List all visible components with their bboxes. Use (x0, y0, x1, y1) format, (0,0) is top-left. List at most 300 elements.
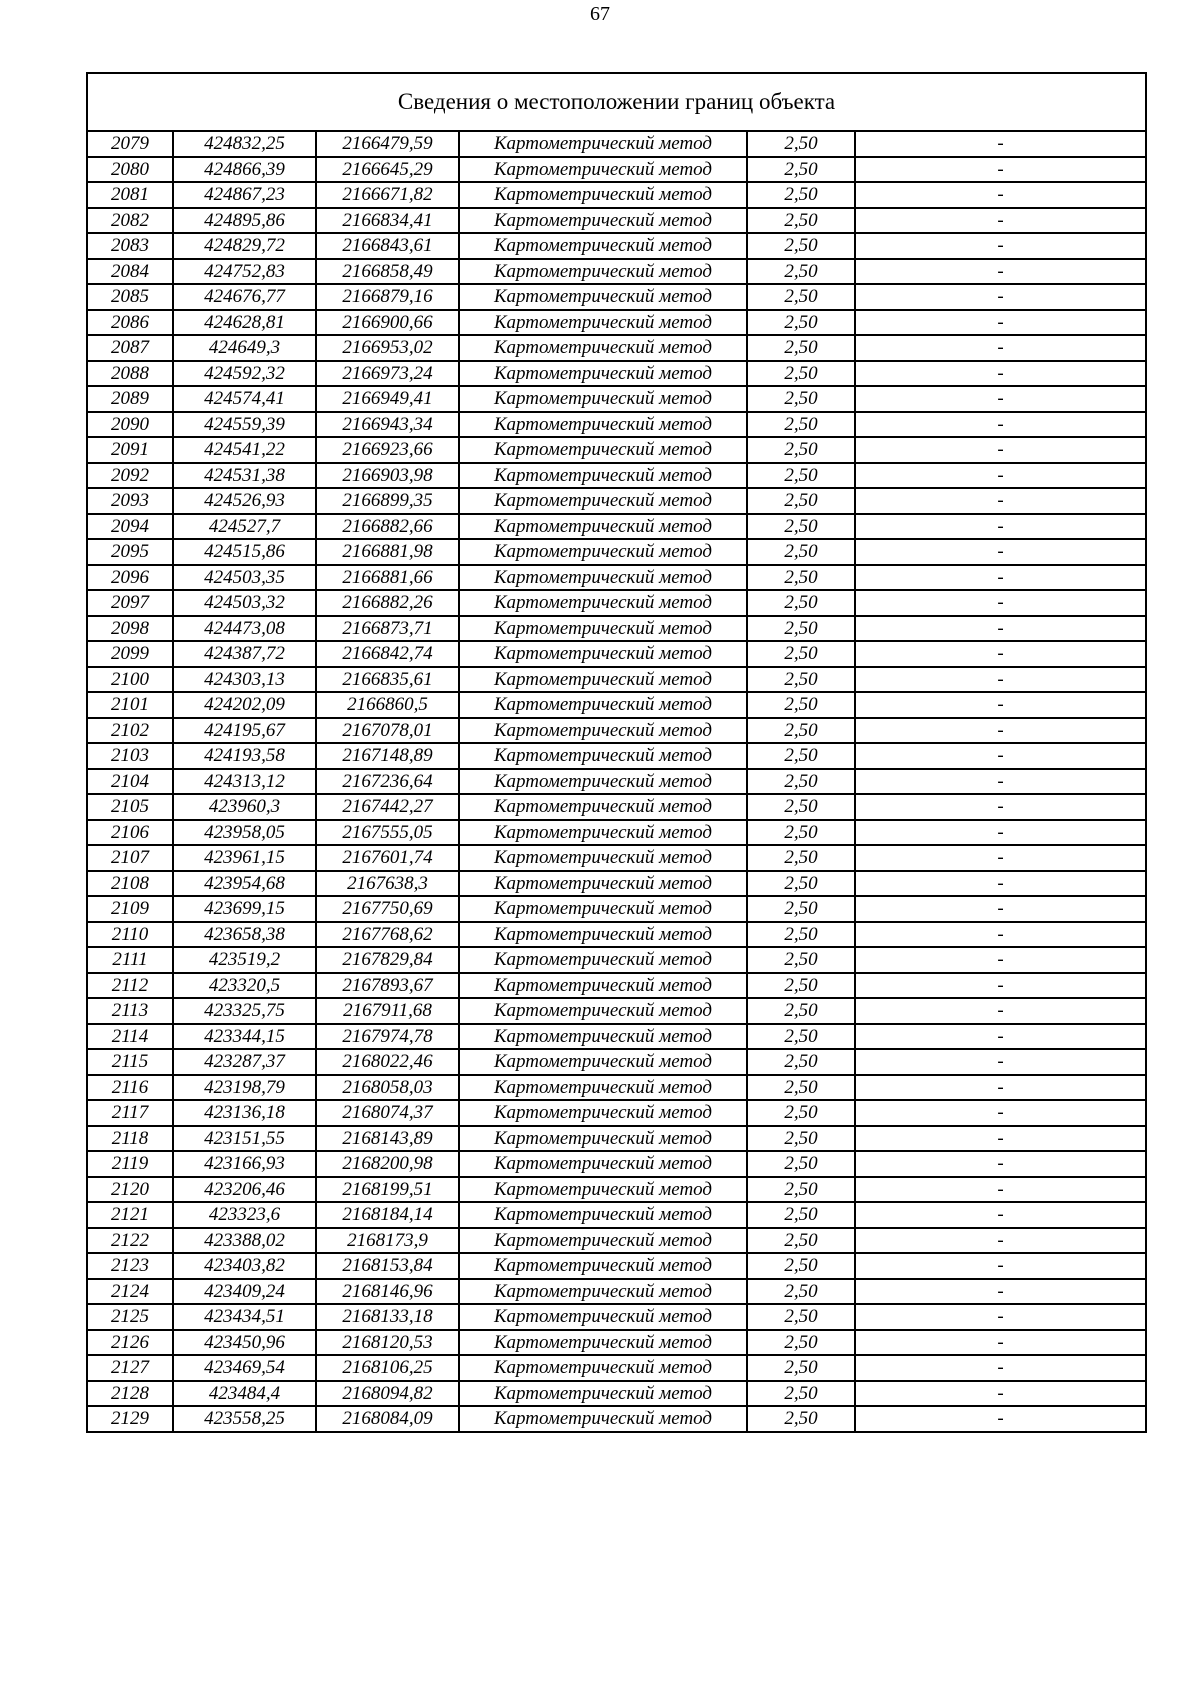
table-row (87, 284, 1146, 310)
y-coordinate-cell: 2167768,62 (316, 922, 459, 948)
table-row (87, 794, 1146, 820)
point-number-cell: 2124 (87, 1279, 173, 1305)
table-row (87, 1100, 1146, 1126)
description-cell: - (855, 743, 1146, 769)
description-cell: - (855, 1228, 1146, 1254)
table-row (87, 539, 1146, 565)
point-number-cell: 2080 (87, 157, 173, 183)
accuracy-cell: 2,50 (747, 1202, 855, 1228)
accuracy-cell: 2,50 (747, 233, 855, 259)
description-cell: - (855, 514, 1146, 540)
table-title: Сведения о местоположении границ объекта (87, 73, 1146, 131)
point-number-cell: 2092 (87, 463, 173, 489)
x-coordinate-cell: 423136,18 (173, 1100, 316, 1126)
x-coordinate-cell: 424867,23 (173, 182, 316, 208)
method-cell: Картометрический метод (459, 412, 747, 438)
table-row (87, 590, 1146, 616)
point-number-cell: 2103 (87, 743, 173, 769)
boundary-coordinates-table (86, 72, 1147, 1433)
point-number-cell: 2099 (87, 641, 173, 667)
y-coordinate-cell: 2168058,03 (316, 1075, 459, 1101)
y-coordinate-cell: 2168173,9 (316, 1228, 459, 1254)
method-cell: Картометрический метод (459, 1100, 747, 1126)
y-coordinate-cell: 2166949,41 (316, 386, 459, 412)
method-cell: Картометрический метод (459, 845, 747, 871)
x-coordinate-cell: 424866,39 (173, 157, 316, 183)
accuracy-cell: 2,50 (747, 1075, 855, 1101)
accuracy-cell: 2,50 (747, 131, 855, 157)
point-number-cell: 2108 (87, 871, 173, 897)
table-row (87, 233, 1146, 259)
method-cell: Картометрический метод (459, 743, 747, 769)
x-coordinate-cell: 423409,24 (173, 1279, 316, 1305)
accuracy-cell: 2,50 (747, 1126, 855, 1152)
x-coordinate-cell: 423198,79 (173, 1075, 316, 1101)
accuracy-cell: 2,50 (747, 1330, 855, 1356)
x-coordinate-cell: 423469,54 (173, 1355, 316, 1381)
description-cell: - (855, 310, 1146, 336)
accuracy-cell: 2,50 (747, 1304, 855, 1330)
description-cell: - (855, 259, 1146, 285)
method-cell: Картометрический метод (459, 590, 747, 616)
x-coordinate-cell: 424531,38 (173, 463, 316, 489)
accuracy-cell: 2,50 (747, 1355, 855, 1381)
x-coordinate-cell: 424526,93 (173, 488, 316, 514)
method-cell: Картометрический метод (459, 208, 747, 234)
y-coordinate-cell: 2166842,74 (316, 641, 459, 667)
table-row (87, 310, 1146, 336)
accuracy-cell: 2,50 (747, 437, 855, 463)
table-row (87, 1228, 1146, 1254)
description-cell: - (855, 284, 1146, 310)
description-cell: - (855, 361, 1146, 387)
y-coordinate-cell: 2166903,98 (316, 463, 459, 489)
y-coordinate-cell: 2168199,51 (316, 1177, 459, 1203)
y-coordinate-cell: 2166953,02 (316, 335, 459, 361)
point-number-cell: 2084 (87, 259, 173, 285)
y-coordinate-cell: 2168133,18 (316, 1304, 459, 1330)
table-row (87, 335, 1146, 361)
y-coordinate-cell: 2166973,24 (316, 361, 459, 387)
point-number-cell: 2091 (87, 437, 173, 463)
description-cell: - (855, 412, 1146, 438)
method-cell: Картометрический метод (459, 1355, 747, 1381)
accuracy-cell: 2,50 (747, 412, 855, 438)
description-cell: - (855, 565, 1146, 591)
method-cell: Картометрический метод (459, 769, 747, 795)
table-row (87, 386, 1146, 412)
description-cell: - (855, 1024, 1146, 1050)
description-cell: - (855, 794, 1146, 820)
table-row (87, 718, 1146, 744)
y-coordinate-cell: 2168184,14 (316, 1202, 459, 1228)
point-number-cell: 2105 (87, 794, 173, 820)
method-cell: Картометрический метод (459, 896, 747, 922)
method-cell: Картометрический метод (459, 284, 747, 310)
table-row (87, 845, 1146, 871)
accuracy-cell: 2,50 (747, 284, 855, 310)
description-cell: - (855, 1049, 1146, 1075)
point-number-cell: 2089 (87, 386, 173, 412)
y-coordinate-cell: 2166882,66 (316, 514, 459, 540)
accuracy-cell: 2,50 (747, 1024, 855, 1050)
x-coordinate-cell: 423320,5 (173, 973, 316, 999)
y-coordinate-cell: 2168106,25 (316, 1355, 459, 1381)
table-row (87, 1381, 1146, 1407)
x-coordinate-cell: 424313,12 (173, 769, 316, 795)
x-coordinate-cell: 423519,2 (173, 947, 316, 973)
y-coordinate-cell: 2167974,78 (316, 1024, 459, 1050)
point-number-cell: 2097 (87, 590, 173, 616)
description-cell: - (855, 1126, 1146, 1152)
x-coordinate-cell: 424303,13 (173, 667, 316, 693)
y-coordinate-cell: 2167911,68 (316, 998, 459, 1024)
description-cell: - (855, 1279, 1146, 1305)
y-coordinate-cell: 2168022,46 (316, 1049, 459, 1075)
x-coordinate-cell: 423434,51 (173, 1304, 316, 1330)
point-number-cell: 2118 (87, 1126, 173, 1152)
y-coordinate-cell: 2168074,37 (316, 1100, 459, 1126)
description-cell: - (855, 1355, 1146, 1381)
table-row (87, 259, 1146, 285)
description-cell: - (855, 692, 1146, 718)
x-coordinate-cell: 423325,75 (173, 998, 316, 1024)
point-number-cell: 2090 (87, 412, 173, 438)
description-cell: - (855, 463, 1146, 489)
accuracy-cell: 2,50 (747, 361, 855, 387)
point-number-cell: 2082 (87, 208, 173, 234)
accuracy-cell: 2,50 (747, 1228, 855, 1254)
x-coordinate-cell: 423166,93 (173, 1151, 316, 1177)
accuracy-cell: 2,50 (747, 896, 855, 922)
table-row (87, 437, 1146, 463)
table-row (87, 1279, 1146, 1305)
x-coordinate-cell: 423960,3 (173, 794, 316, 820)
description-cell: - (855, 641, 1146, 667)
point-number-cell: 2122 (87, 1228, 173, 1254)
accuracy-cell: 2,50 (747, 1406, 855, 1432)
point-number-cell: 2086 (87, 310, 173, 336)
page-number: 67 (590, 3, 610, 25)
method-cell: Картометрический метод (459, 335, 747, 361)
y-coordinate-cell: 2167148,89 (316, 743, 459, 769)
x-coordinate-cell: 424752,83 (173, 259, 316, 285)
y-coordinate-cell: 2166645,29 (316, 157, 459, 183)
table-row (87, 1253, 1146, 1279)
y-coordinate-cell: 2167442,27 (316, 794, 459, 820)
table-row (87, 1330, 1146, 1356)
point-number-cell: 2112 (87, 973, 173, 999)
accuracy-cell: 2,50 (747, 947, 855, 973)
point-number-cell: 2127 (87, 1355, 173, 1381)
table-row (87, 1202, 1146, 1228)
method-cell: Картометрический метод (459, 361, 747, 387)
x-coordinate-cell: 423287,37 (173, 1049, 316, 1075)
accuracy-cell: 2,50 (747, 641, 855, 667)
x-coordinate-cell: 424592,32 (173, 361, 316, 387)
method-cell: Картометрический метод (459, 463, 747, 489)
method-cell: Картометрический метод (459, 1177, 747, 1203)
y-coordinate-cell: 2166858,49 (316, 259, 459, 285)
point-number-cell: 2121 (87, 1202, 173, 1228)
method-cell: Картометрический метод (459, 437, 747, 463)
accuracy-cell: 2,50 (747, 794, 855, 820)
method-cell: Картометрический метод (459, 565, 747, 591)
point-number-cell: 2095 (87, 539, 173, 565)
method-cell: Картометрический метод (459, 973, 747, 999)
method-cell: Картометрический метод (459, 1126, 747, 1152)
method-cell: Картометрический метод (459, 1279, 747, 1305)
y-coordinate-cell: 2167893,67 (316, 973, 459, 999)
x-coordinate-cell: 424832,25 (173, 131, 316, 157)
point-number-cell: 2102 (87, 718, 173, 744)
table-row (87, 1126, 1146, 1152)
x-coordinate-cell: 423558,25 (173, 1406, 316, 1432)
description-cell: - (855, 1406, 1146, 1432)
accuracy-cell: 2,50 (747, 718, 855, 744)
y-coordinate-cell: 2167601,74 (316, 845, 459, 871)
table-row (87, 565, 1146, 591)
y-coordinate-cell: 2166899,35 (316, 488, 459, 514)
description-cell: - (855, 590, 1146, 616)
x-coordinate-cell: 424829,72 (173, 233, 316, 259)
accuracy-cell: 2,50 (747, 590, 855, 616)
table-row (87, 1304, 1146, 1330)
table-row (87, 820, 1146, 846)
point-number-cell: 2120 (87, 1177, 173, 1203)
x-coordinate-cell: 423954,68 (173, 871, 316, 897)
x-coordinate-cell: 423206,46 (173, 1177, 316, 1203)
description-cell: - (855, 871, 1146, 897)
table-row (87, 922, 1146, 948)
x-coordinate-cell: 423344,15 (173, 1024, 316, 1050)
point-number-cell: 2109 (87, 896, 173, 922)
x-coordinate-cell: 424628,81 (173, 310, 316, 336)
point-number-cell: 2111 (87, 947, 173, 973)
table-row (87, 131, 1146, 157)
y-coordinate-cell: 2168084,09 (316, 1406, 459, 1432)
x-coordinate-cell: 424574,41 (173, 386, 316, 412)
description-cell: - (855, 922, 1146, 948)
method-cell: Картометрический метод (459, 1202, 747, 1228)
point-number-cell: 2115 (87, 1049, 173, 1075)
y-coordinate-cell: 2166900,66 (316, 310, 459, 336)
point-number-cell: 2104 (87, 769, 173, 795)
method-cell: Картометрический метод (459, 1381, 747, 1407)
method-cell: Картометрический метод (459, 820, 747, 846)
point-number-cell: 2128 (87, 1381, 173, 1407)
accuracy-cell: 2,50 (747, 514, 855, 540)
point-number-cell: 2094 (87, 514, 173, 540)
table-row (87, 157, 1146, 183)
table-row (87, 1151, 1146, 1177)
table-row (87, 1024, 1146, 1050)
description-cell: - (855, 1304, 1146, 1330)
point-number-cell: 2081 (87, 182, 173, 208)
accuracy-cell: 2,50 (747, 820, 855, 846)
method-cell: Картометрический метод (459, 131, 747, 157)
accuracy-cell: 2,50 (747, 335, 855, 361)
x-coordinate-cell: 423403,82 (173, 1253, 316, 1279)
y-coordinate-cell: 2166882,26 (316, 590, 459, 616)
accuracy-cell: 2,50 (747, 539, 855, 565)
y-coordinate-cell: 2166943,34 (316, 412, 459, 438)
description-cell: - (855, 667, 1146, 693)
method-cell: Картометрический метод (459, 922, 747, 948)
description-cell: - (855, 998, 1146, 1024)
y-coordinate-cell: 2166479,59 (316, 131, 459, 157)
description-cell: - (855, 335, 1146, 361)
point-number-cell: 2110 (87, 922, 173, 948)
method-cell: Картометрический метод (459, 386, 747, 412)
description-cell: - (855, 488, 1146, 514)
x-coordinate-cell: 423958,05 (173, 820, 316, 846)
x-coordinate-cell: 423961,15 (173, 845, 316, 871)
description-cell: - (855, 1100, 1146, 1126)
x-coordinate-cell: 424195,67 (173, 718, 316, 744)
method-cell: Картометрический метод (459, 1253, 747, 1279)
x-coordinate-cell: 423388,02 (173, 1228, 316, 1254)
table-row (87, 667, 1146, 693)
method-cell: Картометрический метод (459, 641, 747, 667)
method-cell: Картометрический метод (459, 667, 747, 693)
x-coordinate-cell: 424473,08 (173, 616, 316, 642)
point-number-cell: 2117 (87, 1100, 173, 1126)
method-cell: Картометрический метод (459, 616, 747, 642)
description-cell: - (855, 1381, 1146, 1407)
point-number-cell: 2113 (87, 998, 173, 1024)
description-cell: - (855, 233, 1146, 259)
accuracy-cell: 2,50 (747, 1151, 855, 1177)
x-coordinate-cell: 423699,15 (173, 896, 316, 922)
table-row (87, 1075, 1146, 1101)
description-cell: - (855, 718, 1146, 744)
accuracy-cell: 2,50 (747, 1381, 855, 1407)
table-row (87, 488, 1146, 514)
x-coordinate-cell: 424503,35 (173, 565, 316, 591)
table-row (87, 208, 1146, 234)
y-coordinate-cell: 2166881,98 (316, 539, 459, 565)
point-number-cell: 2125 (87, 1304, 173, 1330)
point-number-cell: 2093 (87, 488, 173, 514)
y-coordinate-cell: 2167750,69 (316, 896, 459, 922)
point-number-cell: 2126 (87, 1330, 173, 1356)
table-row (87, 1049, 1146, 1075)
accuracy-cell: 2,50 (747, 182, 855, 208)
point-number-cell: 2123 (87, 1253, 173, 1279)
x-coordinate-cell: 424202,09 (173, 692, 316, 718)
table-row (87, 769, 1146, 795)
y-coordinate-cell: 2166834,41 (316, 208, 459, 234)
description-cell: - (855, 1202, 1146, 1228)
point-number-cell: 2116 (87, 1075, 173, 1101)
y-coordinate-cell: 2166881,66 (316, 565, 459, 591)
accuracy-cell: 2,50 (747, 922, 855, 948)
accuracy-cell: 2,50 (747, 616, 855, 642)
point-number-cell: 2085 (87, 284, 173, 310)
point-number-cell: 2101 (87, 692, 173, 718)
accuracy-cell: 2,50 (747, 845, 855, 871)
accuracy-cell: 2,50 (747, 463, 855, 489)
table-row (87, 947, 1146, 973)
x-coordinate-cell: 424503,32 (173, 590, 316, 616)
point-number-cell: 2100 (87, 667, 173, 693)
x-coordinate-cell: 424527,7 (173, 514, 316, 540)
accuracy-cell: 2,50 (747, 1253, 855, 1279)
accuracy-cell: 2,50 (747, 1279, 855, 1305)
x-coordinate-cell: 424387,72 (173, 641, 316, 667)
x-coordinate-cell: 423484,4 (173, 1381, 316, 1407)
accuracy-cell: 2,50 (747, 973, 855, 999)
accuracy-cell: 2,50 (747, 1049, 855, 1075)
accuracy-cell: 2,50 (747, 743, 855, 769)
point-number-cell: 2119 (87, 1151, 173, 1177)
y-coordinate-cell: 2166879,16 (316, 284, 459, 310)
description-cell: - (855, 769, 1146, 795)
method-cell: Картометрический метод (459, 514, 747, 540)
table-row (87, 1177, 1146, 1203)
y-coordinate-cell: 2168094,82 (316, 1381, 459, 1407)
table-row (87, 412, 1146, 438)
table-row (87, 641, 1146, 667)
description-cell: - (855, 157, 1146, 183)
accuracy-cell: 2,50 (747, 488, 855, 514)
table-row (87, 871, 1146, 897)
description-cell: - (855, 845, 1146, 871)
method-cell: Картометрический метод (459, 259, 747, 285)
method-cell: Картометрический метод (459, 1228, 747, 1254)
method-cell: Картометрический метод (459, 1304, 747, 1330)
method-cell: Картометрический метод (459, 871, 747, 897)
x-coordinate-cell: 424559,39 (173, 412, 316, 438)
method-cell: Картометрический метод (459, 157, 747, 183)
table-row (87, 1406, 1146, 1432)
method-cell: Картометрический метод (459, 1330, 747, 1356)
x-coordinate-cell: 423450,96 (173, 1330, 316, 1356)
method-cell: Картометрический метод (459, 794, 747, 820)
table-row (87, 361, 1146, 387)
accuracy-cell: 2,50 (747, 998, 855, 1024)
description-cell: - (855, 182, 1146, 208)
description-cell: - (855, 1253, 1146, 1279)
description-cell: - (855, 1177, 1146, 1203)
accuracy-cell: 2,50 (747, 157, 855, 183)
y-coordinate-cell: 2166923,66 (316, 437, 459, 463)
table-row (87, 514, 1146, 540)
method-cell: Картометрический метод (459, 488, 747, 514)
accuracy-cell: 2,50 (747, 1177, 855, 1203)
accuracy-cell: 2,50 (747, 667, 855, 693)
point-number-cell: 2106 (87, 820, 173, 846)
x-coordinate-cell: 424676,77 (173, 284, 316, 310)
description-cell: - (855, 131, 1146, 157)
y-coordinate-cell: 2166860,5 (316, 692, 459, 718)
method-cell: Картометрический метод (459, 718, 747, 744)
table-row (87, 182, 1146, 208)
accuracy-cell: 2,50 (747, 1100, 855, 1126)
description-cell: - (855, 973, 1146, 999)
method-cell: Картометрический метод (459, 182, 747, 208)
method-cell: Картометрический метод (459, 1151, 747, 1177)
method-cell: Картометрический метод (459, 998, 747, 1024)
y-coordinate-cell: 2167078,01 (316, 718, 459, 744)
description-cell: - (855, 539, 1146, 565)
point-number-cell: 2079 (87, 131, 173, 157)
table-body (87, 73, 1146, 1432)
x-coordinate-cell: 423151,55 (173, 1126, 316, 1152)
accuracy-cell: 2,50 (747, 386, 855, 412)
table-row (87, 896, 1146, 922)
